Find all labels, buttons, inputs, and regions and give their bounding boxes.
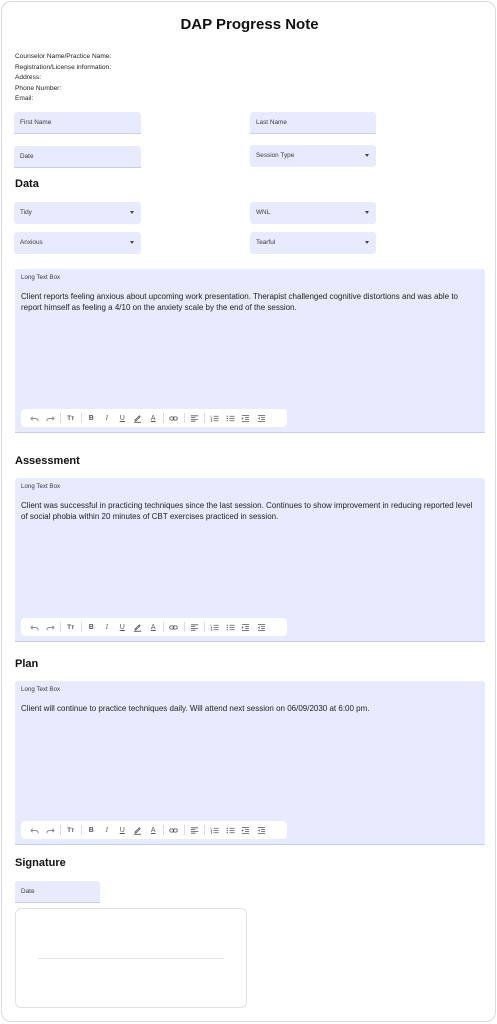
toolbar-divider: [184, 622, 185, 632]
plan-heading: Plan: [15, 658, 39, 670]
behavior-value: WNL: [256, 209, 271, 216]
chevron-down-icon: [130, 241, 134, 244]
toolbar-divider: [60, 825, 61, 835]
bullet-list-icon[interactable]: [223, 823, 239, 837]
undo-icon[interactable]: [27, 411, 43, 425]
chevron-down-icon: [365, 241, 369, 244]
rich-text-toolbar: [21, 618, 287, 636]
data-heading: Data: [15, 178, 39, 190]
undo-icon[interactable]: [27, 620, 43, 634]
long-text-label: Long Text Box: [21, 274, 61, 281]
outdent-icon[interactable]: [254, 620, 270, 634]
underline-icon[interactable]: U: [119, 414, 125, 422]
behavior-select[interactable]: [250, 202, 376, 224]
toolbar-divider: [81, 413, 82, 423]
ordered-list-icon[interactable]: [207, 620, 223, 634]
redo-icon[interactable]: [43, 620, 59, 634]
highlight-icon[interactable]: [130, 823, 146, 837]
italic-icon[interactable]: I: [105, 414, 108, 422]
bullet-list-icon[interactable]: [223, 411, 239, 425]
date-input[interactable]: Date: [14, 146, 141, 168]
affect-select[interactable]: [250, 232, 376, 254]
italic-icon[interactable]: I: [105, 623, 108, 631]
assessment-heading: Assessment: [15, 455, 80, 467]
page-title: DAP Progress Note: [180, 16, 319, 33]
align-left-icon[interactable]: [187, 823, 203, 837]
session-type-value: Session Type: [256, 152, 295, 159]
text-size-icon[interactable]: Tт: [67, 826, 75, 834]
toolbar-divider: [204, 622, 205, 632]
signature-date-input[interactable]: Date: [15, 881, 100, 903]
toolbar-divider: [81, 825, 82, 835]
mood-select[interactable]: [14, 232, 141, 254]
highlight-icon[interactable]: [130, 411, 146, 425]
align-left-icon[interactable]: [187, 620, 203, 634]
info-line: Counselor Name/Practice Name:: [15, 53, 112, 60]
align-left-icon[interactable]: [187, 411, 203, 425]
chevron-down-icon: [365, 211, 369, 214]
appearance-value: Tidy: [20, 209, 32, 216]
toolbar-divider: [184, 413, 185, 423]
long-text-label: Long Text Box: [21, 686, 61, 693]
highlight-icon[interactable]: [130, 620, 146, 634]
toolbar-divider: [163, 825, 164, 835]
long-text-label: Long Text Box: [21, 483, 61, 490]
bold-icon[interactable]: B: [88, 414, 94, 422]
font-color-icon[interactable]: A: [150, 826, 156, 834]
indent-icon[interactable]: [238, 620, 254, 634]
data-long-text-box[interactable]: [15, 269, 485, 433]
toolbar-divider: [163, 413, 164, 423]
toolbar-divider: [60, 622, 61, 632]
rich-text-toolbar: [21, 821, 287, 839]
redo-icon[interactable]: [43, 411, 59, 425]
toolbar-divider: [163, 622, 164, 632]
chevron-down-icon: [130, 211, 134, 214]
outdent-icon[interactable]: [254, 823, 270, 837]
plan-long-text-box[interactable]: [15, 681, 485, 845]
info-line: Address:: [15, 74, 42, 82]
toolbar-divider: [60, 413, 61, 423]
plan-text[interactable]: Client will continue to practice techniques daily. Will attend next session on 06/09/2030 at 6:00 pm.: [21, 704, 370, 713]
signature-heading: Signature: [15, 857, 66, 869]
indent-icon[interactable]: [238, 411, 254, 425]
link-icon[interactable]: [166, 620, 182, 634]
bold-icon[interactable]: B: [88, 826, 94, 834]
toolbar-divider: [81, 622, 82, 632]
redo-icon[interactable]: [43, 823, 59, 837]
last-name-input[interactable]: Last Name: [250, 112, 376, 134]
bold-icon[interactable]: B: [88, 623, 94, 631]
text-size-icon[interactable]: Tт: [67, 623, 75, 631]
info-line: Email:: [15, 95, 34, 103]
ordered-list-icon[interactable]: [207, 823, 223, 837]
rich-text-toolbar: [21, 409, 287, 427]
font-color-icon[interactable]: A: [150, 414, 156, 422]
signature-pad[interactable]: [15, 908, 247, 1008]
chevron-down-icon: [365, 154, 369, 157]
mood-value: Anxious: [20, 239, 43, 246]
italic-icon[interactable]: I: [105, 826, 108, 834]
signature-line: [38, 958, 224, 959]
underline-icon[interactable]: U: [119, 623, 125, 631]
font-color-icon[interactable]: A: [150, 623, 156, 631]
form-card: [1, 1, 496, 1022]
toolbar-divider: [184, 825, 185, 835]
indent-icon[interactable]: [238, 823, 254, 837]
counselor-info: [15, 52, 111, 105]
link-icon[interactable]: [166, 411, 182, 425]
data-text[interactable]: Client reports feeling anxious about upcoming work presentation. Therapist challenged cognitive distortions and was able to report himself as feeling a 4/10 on the anxiety scale by the end of the session.: [21, 292, 458, 312]
toolbar-divider: [204, 413, 205, 423]
assessment-long-text-box[interactable]: [15, 478, 485, 642]
undo-icon[interactable]: [27, 823, 43, 837]
bullet-list-icon[interactable]: [223, 620, 239, 634]
underline-icon[interactable]: U: [119, 826, 125, 834]
ordered-list-icon[interactable]: [207, 411, 223, 425]
text-size-icon[interactable]: Tт: [67, 414, 75, 422]
link-icon[interactable]: [166, 823, 182, 837]
first-name-input[interactable]: First Name: [14, 112, 141, 134]
toolbar-divider: [204, 825, 205, 835]
info-line: Registration/License information:: [15, 63, 112, 71]
session-type-select[interactable]: [250, 145, 376, 167]
info-line: Phone Number:: [15, 84, 62, 92]
outdent-icon[interactable]: [254, 411, 270, 425]
appearance-select[interactable]: [14, 202, 141, 224]
assessment-text[interactable]: Client was successful in practicing techniques since the last session. Continues to show improvement in reducing reported level of social phobia within 20 minutes of CBT exercises practiced in session.: [21, 501, 473, 521]
affect-value: Tearful: [256, 239, 276, 246]
